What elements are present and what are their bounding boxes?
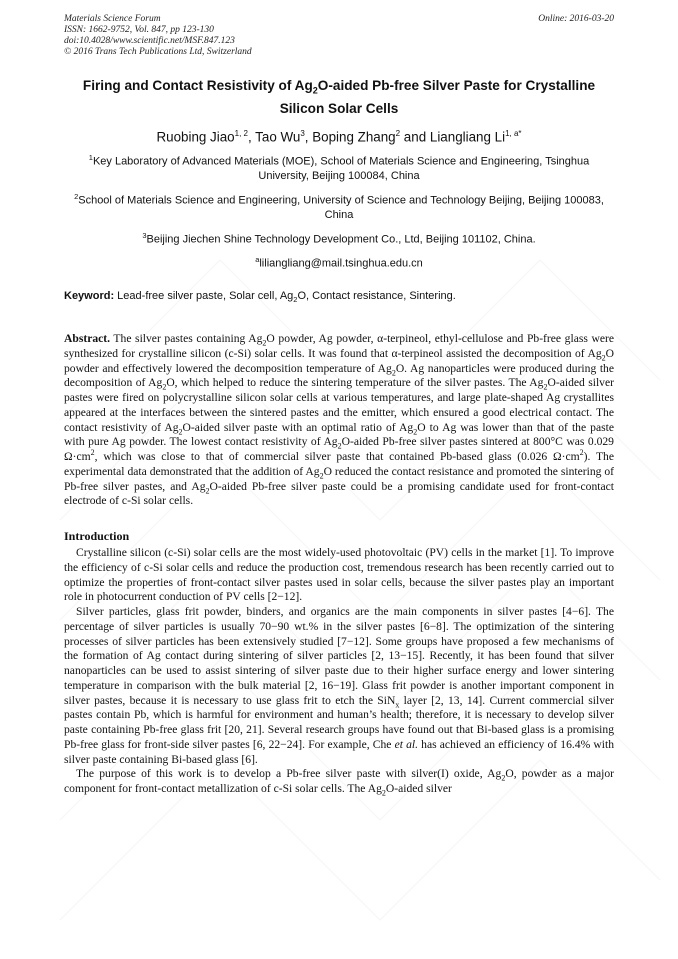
author-separator: , — [247, 129, 256, 145]
author-affiliation-mark: 1, a* — [505, 128, 522, 138]
author-name: Liangliang Li — [429, 129, 506, 145]
text-segment: 2 — [501, 773, 506, 783]
text-segment: O powder and effectively lowered the decomposition temperature of Ag — [64, 346, 614, 375]
text-segment: 2 — [381, 788, 386, 798]
text-segment: 2 — [337, 441, 342, 451]
author-name: Boping Zhang — [312, 129, 396, 145]
journal-header — [64, 14, 614, 58]
text-segment: 2 — [319, 471, 324, 481]
keywords: Keyword: Lead-free silver paste, Solar cell, $Ag_2O$, Contact resistance, Sintering. — [64, 289, 456, 304]
intro-paragraph — [64, 767, 614, 797]
intro-paragraph — [64, 605, 614, 767]
text-segment: Silver particles, glass frit powder, binders, and organics are the main components in silver pastes [4−6]. The percentage of silver particles is usually 70−90 wt.% in the silver pastes [6−8]. The optimization of the sintering processes of silver particles has been extensively studied [7−12]. Some groups have proposed a few mechanisms of the formation of Ag contact during sintering of silver particles [2, 13−15]. Recently, it has been found that silver nanoparticles can be used to assist sintering of silver paste due to their higher surface energy and lower sintering temperature in comparison with the bulk material [2, 16−19]. Glass frit powder is another important component in silver pastes, because it is necessary to use glass frit to etch the SiN — [64, 605, 614, 707]
text-segment: Crystalline silicon (c-Si) solar cells are the most widely-used photovoltaic (PV) cells in the market [1]. To improve the efficiency of c-Si solar cells and reduce the production cost, tremendous research has been recently carried out to optimize the properties of front-contact silver pastes used in solar cells, because the silver pastes play an important role in photocurrent conduction of PV cells [2−12]. — [64, 546, 614, 604]
text-segment: O-aided silver pastes were fired on polycrystalline silicon solar cells at various temperatures, and large plate-shaped Ag crystallites appeared at the interfaces between the sintered pastes and the emitter, which ensured a good electrical contact. The contact resistivity of Ag — [64, 376, 614, 434]
section-heading-introduction: Introduction — [64, 529, 130, 543]
journal-name: Materials Science Forum — [64, 14, 161, 24]
corresponding-email — [64, 253, 614, 271]
text-segment: 2 — [543, 382, 548, 392]
online-date: Online: 2016-03-20 — [538, 14, 614, 24]
affiliation-mark: 1 — [88, 153, 93, 163]
affiliation-mark: a — [255, 254, 260, 264]
journal-doi: doi:10.4028/www.scientific.net/MSF.847.123 — [64, 36, 235, 46]
affiliation-line — [64, 190, 614, 223]
text-segment: 2 — [413, 426, 418, 436]
affiliation-text: Key Laboratory of Advanced Materials (MOE), School of Materials Science and Engineering, Tsinghua University, Beijing 100084, China — [92, 155, 590, 183]
text-segment: x — [395, 699, 400, 709]
author-separator: , — [304, 129, 313, 145]
introduction-body — [64, 546, 614, 797]
text-segment: The silver pastes containing Ag — [110, 332, 263, 345]
intro-paragraph — [64, 546, 614, 605]
author-separator: and — [400, 129, 430, 145]
text-segment: 2 — [391, 367, 396, 377]
text-segment: et al. — [394, 737, 419, 751]
text-segment: O-aided Pb-free silver paste could be a promising candidate used for front-contact electrode of c-Si solar cells. — [64, 479, 614, 508]
text-segment: The purpose of this work is to develop a Pb-free silver paste with silver(I) oxide, Ag — [76, 767, 502, 781]
text-segment: O, powder as a major component for front-contact metallization of c-Si solar cells. The Ag — [64, 767, 614, 795]
paper-title: Firing and Contact Resistivity of $Ag_2O$-aided Pb-free Silver Paste for Crystalline Silicon Solar Cells — [82, 78, 596, 116]
affiliation-line — [64, 229, 614, 247]
text-segment: O to Ag was lower than that of the paste with pure Ag powder. The lowest contact resistivity of Ag — [64, 420, 614, 449]
affiliation-text: Beijing Jiechen Shine Technology Development Co., Ltd, Beijing 101102, China. — [146, 233, 536, 246]
affiliation-mark: 3 — [142, 230, 147, 240]
journal-issn: ISSN: 1662-9752, Vol. 847, pp 123-130 — [64, 25, 214, 35]
text-segment: O, which helped to reduce the sintering temperature of the silver pastes. The Ag — [166, 376, 544, 390]
text-segment: has achieved an efficiency of 16.4% with silver paste containing Bi-based glass [6]. — [64, 737, 614, 766]
affiliation-line — [64, 151, 614, 184]
author-name: Ruobing Jiao — [156, 129, 235, 145]
text-segment: O powder, Ag powder, α-terpineol, ethyl-cellulose and Pb-free glass were synthesized for crystalline silicon (c-Si) solar cells. It was found that α-terpineol assisted the decomposition of Ag — [64, 332, 614, 360]
text-segment: 2 — [601, 353, 606, 363]
author-affiliation-mark: 3 — [300, 128, 305, 138]
text-segment: layer [2, 13, 14]. Current commercial silver pastes contain Pb, which is harmful for environment and human’s health; therefore, it is necessary to develop silver paste containing Pb-free glass frit [20, 21]. Several research groups have found out that Bi-based glass is a promising Pb-free glass for front-side silver pastes [6, 22−24]. For example, Che — [64, 693, 614, 751]
affiliation-mark: 2 — [74, 191, 79, 201]
text-segment: 2 — [162, 382, 167, 392]
affiliation-text: School of Materials Science and Engineering, University of Science and Technology Beijing, Beijing 100083, China — [78, 194, 604, 221]
text-segment: 2 — [205, 485, 210, 495]
text-segment: O reduced the contact resistance and promoted the sintering of Pb-free silver pastes, and Ag — [64, 464, 615, 493]
text-segment: O-aided Pb-free silver pastes sintered at 800°C was 0.029 Ω·cm — [64, 435, 614, 463]
text-segment: 2 — [90, 448, 95, 458]
abstract-label: Abstract. — [64, 332, 111, 345]
author-list — [64, 126, 614, 145]
affiliation-list — [64, 151, 614, 271]
text-segment: O-aided silver paste with an optimal ratio of Ag — [182, 420, 414, 434]
author-affiliation-mark: 1, 2 — [234, 128, 248, 138]
text-segment: 2 — [178, 426, 183, 436]
author-name: Tao Wu — [255, 129, 301, 145]
text-segment: 2 — [262, 338, 267, 348]
abstract — [64, 332, 614, 509]
text-segment: O-aided silver — [385, 782, 452, 795]
text-segment: O. Ag nanoparticles were produced during the decomposition of Ag — [64, 361, 614, 390]
text-segment: 2 — [579, 448, 584, 458]
author-affiliation-mark: 2 — [395, 128, 401, 138]
text-segment: , which was close to that of commercial silver paste that contained Pb-based glass (0.026 Ω·cm — [94, 450, 580, 463]
abstract-body — [64, 332, 614, 507]
affiliation-text: liliangliang@mail.tsinghua.edu.cn — [259, 257, 423, 270]
journal-copyright: © 2016 Trans Tech Publications Ltd, Switzerland — [64, 47, 252, 57]
text-segment: ). The experimental data demonstrated that the addition of Ag — [64, 450, 614, 478]
